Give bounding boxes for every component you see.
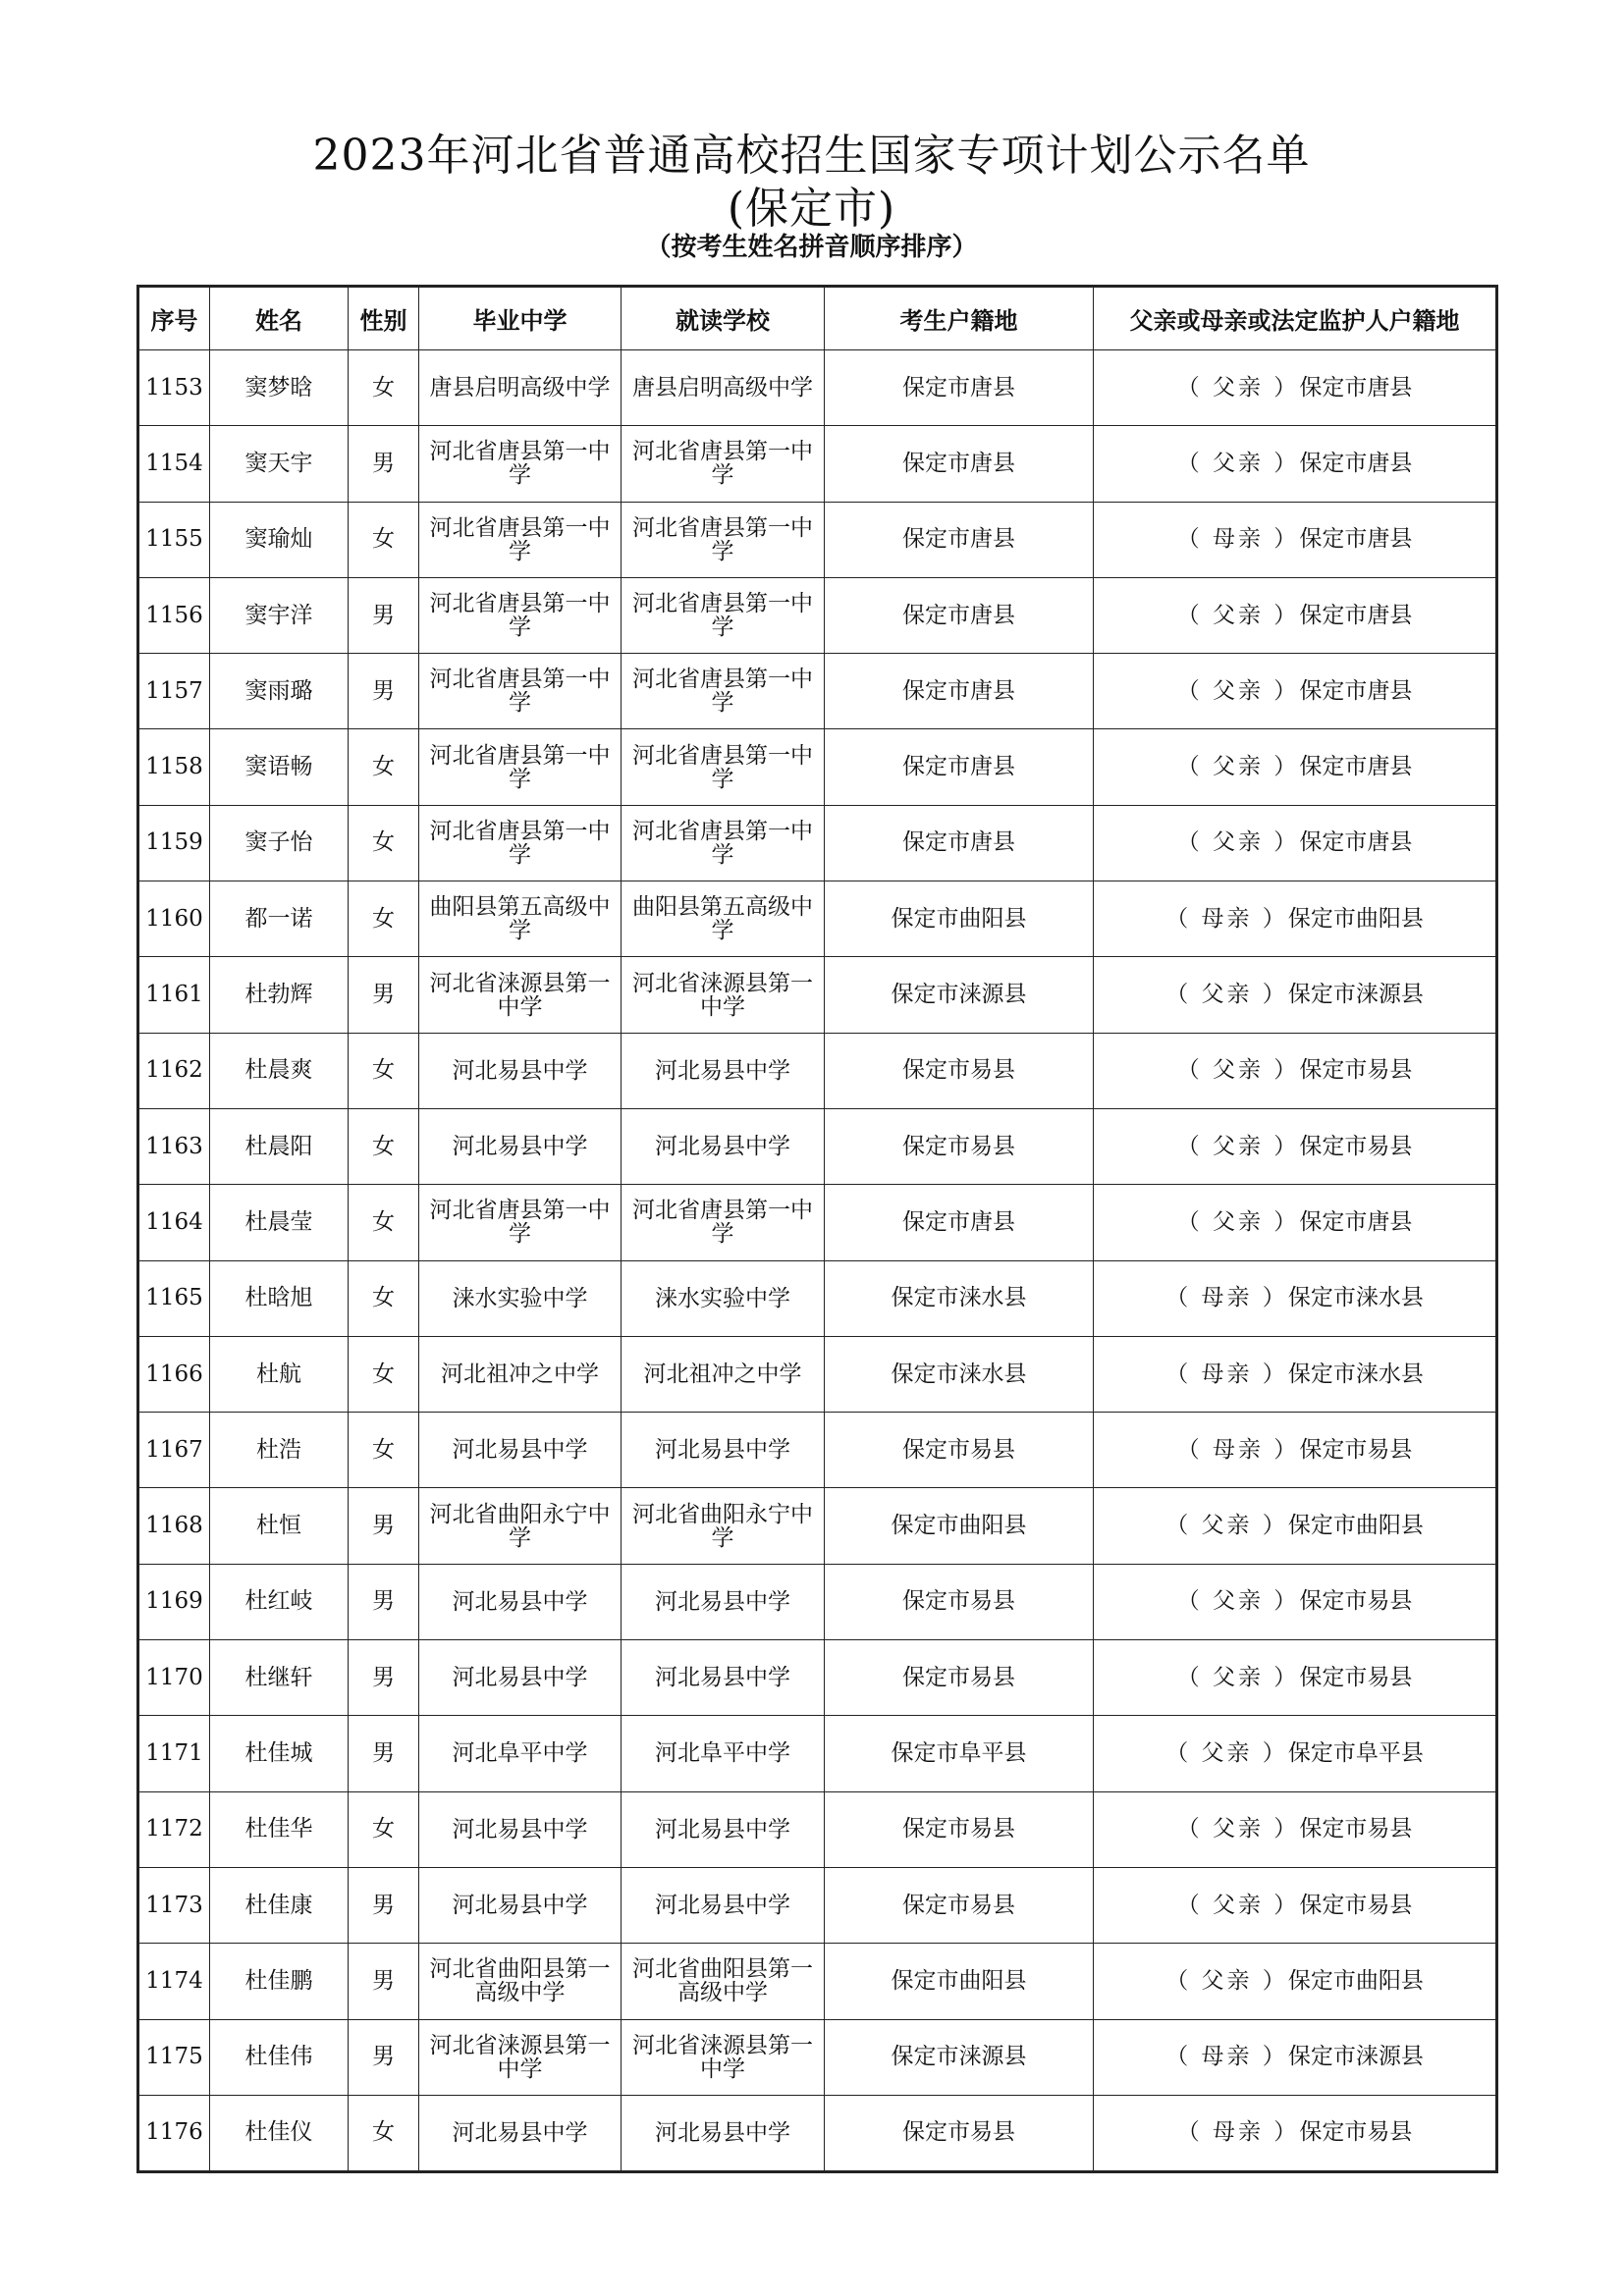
table-row [138, 1791, 1497, 1867]
guardian-relation: （ 父亲 ） [1165, 982, 1288, 1008]
guardian-relation: （ 母亲 ） [1176, 1436, 1300, 1463]
document-title [0, 130, 1623, 236]
cell-household-registration: 保定市唐县 [825, 654, 1094, 729]
cell-graduation-school: 河北省唐县第一中学 [419, 729, 622, 805]
cell-seq: 1168 [138, 1488, 210, 1564]
cell-gender: 男 [349, 957, 419, 1033]
guardian-home: 保定市易县 [1299, 1133, 1413, 1159]
cell-graduation-school: 河北易县中学 [419, 1791, 622, 1867]
guardian-home: 保定市涞水县 [1287, 1361, 1424, 1387]
cell-graduation-school: 河北省曲阳永宁中学 [419, 1488, 622, 1564]
cell-seq: 1160 [138, 881, 210, 957]
table-row [138, 957, 1497, 1033]
cell-seq: 1174 [138, 1944, 210, 2019]
cell-current-school: 河北阜平中学 [622, 1716, 825, 1791]
cell-current-school: 涞水实验中学 [622, 1260, 825, 1336]
cell-gender: 男 [349, 2019, 419, 2095]
guardian-relation: （ 父亲 ） [1176, 450, 1300, 476]
cell-seq: 1164 [138, 1185, 210, 1260]
cell-current-school: 河北省涞源县第一中学 [622, 2019, 825, 2095]
cell-household-registration: 保定市唐县 [825, 1185, 1094, 1260]
cell-guardian-registration [1094, 1336, 1497, 1412]
table-row [138, 805, 1497, 881]
guardian-relation: （ 父亲 ） [1176, 1892, 1300, 1918]
cell-graduation-school: 河北省唐县第一中学 [419, 1185, 622, 1260]
table-row [138, 1564, 1497, 1639]
guardian-home: 保定市易县 [1299, 1588, 1413, 1615]
cell-household-registration: 保定市涞水县 [825, 1336, 1094, 1412]
cell-current-school: 河北省曲阳县第一高级中学 [622, 1944, 825, 2019]
cell-graduation-school: 河北省唐县第一中学 [419, 502, 622, 577]
cell-household-registration: 保定市易县 [825, 1867, 1094, 1943]
guardian-home: 保定市唐县 [1299, 677, 1413, 704]
cell-seq: 1155 [138, 502, 210, 577]
cell-graduation-school: 河北阜平中学 [419, 1716, 622, 1791]
cell-guardian-registration [1094, 1488, 1497, 1564]
cell-seq: 1167 [138, 1413, 210, 1488]
cell-graduation-school: 河北省唐县第一中学 [419, 577, 622, 653]
header-household-registration: 考生户籍地 [825, 287, 1094, 350]
cell-household-registration: 保定市阜平县 [825, 1716, 1094, 1791]
guardian-relation: （ 母亲 ） [1176, 526, 1300, 553]
cell-household-registration: 保定市唐县 [825, 350, 1094, 426]
cell-graduation-school: 河北易县中学 [419, 2095, 622, 2171]
cell-guardian-registration [1094, 2019, 1497, 2095]
cell-name: 杜勃辉 [210, 957, 349, 1033]
cell-gender: 女 [349, 1260, 419, 1336]
cell-household-registration: 保定市易县 [825, 1640, 1094, 1716]
admission-list-table [136, 285, 1498, 2173]
cell-guardian-registration [1094, 1413, 1497, 1488]
guardian-home: 保定市易县 [1299, 1892, 1413, 1918]
cell-guardian-registration [1094, 729, 1497, 805]
cell-name: 窦瑜灿 [210, 502, 349, 577]
guardian-relation: （ 父亲 ） [1176, 677, 1300, 704]
cell-household-registration: 保定市涞源县 [825, 2019, 1094, 2095]
table-row [138, 1488, 1497, 1564]
cell-seq: 1169 [138, 1564, 210, 1639]
cell-guardian-registration [1094, 2095, 1497, 2171]
guardian-home: 保定市唐县 [1299, 754, 1413, 780]
cell-gender: 女 [349, 2095, 419, 2171]
cell-household-registration: 保定市曲阳县 [825, 881, 1094, 957]
cell-current-school: 河北省涞源县第一中学 [622, 957, 825, 1033]
table-header-row [138, 287, 1497, 350]
cell-seq: 1158 [138, 729, 210, 805]
cell-guardian-registration [1094, 577, 1497, 653]
cell-gender: 男 [349, 654, 419, 729]
cell-current-school: 河北易县中学 [622, 1564, 825, 1639]
cell-seq: 1157 [138, 654, 210, 729]
table-row [138, 1185, 1497, 1260]
guardian-home: 保定市唐县 [1299, 374, 1413, 400]
cell-gender: 女 [349, 350, 419, 426]
guardian-relation: （ 父亲 ） [1165, 1513, 1288, 1539]
cell-gender: 女 [349, 729, 419, 805]
cell-current-school: 河北省唐县第一中学 [622, 426, 825, 502]
cell-household-registration: 保定市易县 [825, 1033, 1094, 1108]
table-row [138, 1640, 1497, 1716]
cell-current-school: 河北易县中学 [622, 1791, 825, 1867]
cell-current-school: 河北易县中学 [622, 2095, 825, 2171]
guardian-home: 保定市涞水县 [1287, 1285, 1424, 1311]
cell-graduation-school: 河北省唐县第一中学 [419, 654, 622, 729]
guardian-relation: （ 母亲 ） [1165, 1361, 1288, 1387]
cell-name: 窦子怡 [210, 805, 349, 881]
guardian-home: 保定市曲阳县 [1287, 1967, 1424, 1994]
header-name: 姓名 [210, 287, 349, 350]
cell-gender: 男 [349, 426, 419, 502]
guardian-relation: （ 父亲 ） [1176, 1816, 1300, 1842]
cell-guardian-registration [1094, 502, 1497, 577]
title-main: 2023年河北省普通高校招生国家专项计划公示名单 [312, 131, 1311, 181]
guardian-home: 保定市易县 [1299, 2119, 1413, 2146]
cell-current-school: 河北省唐县第一中学 [622, 654, 825, 729]
guardian-relation: （ 母亲 ） [1165, 1285, 1288, 1311]
guardian-home: 保定市易县 [1299, 1057, 1413, 1084]
cell-name: 杜佳伟 [210, 2019, 349, 2095]
cell-guardian-registration [1094, 350, 1497, 426]
cell-gender: 男 [349, 1716, 419, 1791]
cell-seq: 1175 [138, 2019, 210, 2095]
guardian-relation: （ 父亲 ） [1165, 1967, 1288, 1994]
table-row [138, 502, 1497, 577]
cell-seq: 1159 [138, 805, 210, 881]
cell-guardian-registration [1094, 1716, 1497, 1791]
cell-graduation-school: 河北易县中学 [419, 1867, 622, 1943]
cell-household-registration: 保定市曲阳县 [825, 1488, 1094, 1564]
cell-current-school: 河北省唐县第一中学 [622, 502, 825, 577]
cell-graduation-school: 河北省涞源县第一中学 [419, 957, 622, 1033]
guardian-home: 保定市唐县 [1299, 450, 1413, 476]
guardian-home: 保定市唐县 [1299, 526, 1413, 553]
cell-household-registration: 保定市唐县 [825, 729, 1094, 805]
cell-name: 杜晨爽 [210, 1033, 349, 1108]
cell-current-school: 河北易县中学 [622, 1867, 825, 1943]
cell-graduation-school: 涞水实验中学 [419, 1260, 622, 1336]
cell-name: 杜晗旭 [210, 1260, 349, 1336]
cell-seq: 1172 [138, 1791, 210, 1867]
guardian-relation: （ 父亲 ） [1176, 754, 1300, 780]
guardian-relation: （ 母亲 ） [1176, 2119, 1300, 2146]
guardian-relation: （ 父亲 ） [1176, 1208, 1300, 1235]
cell-seq: 1156 [138, 577, 210, 653]
cell-guardian-registration [1094, 1867, 1497, 1943]
cell-current-school: 河北易县中学 [622, 1640, 825, 1716]
cell-gender: 女 [349, 1108, 419, 1184]
header-seq: 序号 [138, 287, 210, 350]
cell-name: 杜佳鹏 [210, 1944, 349, 2019]
guardian-relation: （ 父亲 ） [1176, 1664, 1300, 1690]
cell-household-registration: 保定市易县 [825, 1413, 1094, 1488]
cell-seq: 1153 [138, 350, 210, 426]
cell-current-school: 河北省唐县第一中学 [622, 805, 825, 881]
cell-seq: 1176 [138, 2095, 210, 2171]
table-row [138, 2019, 1497, 2095]
cell-gender: 女 [349, 1413, 419, 1488]
cell-graduation-school: 河北易县中学 [419, 1033, 622, 1108]
cell-gender: 女 [349, 1791, 419, 1867]
cell-name: 杜晨阳 [210, 1108, 349, 1184]
table-row [138, 1033, 1497, 1108]
cell-guardian-registration [1094, 1185, 1497, 1260]
cell-seq: 1166 [138, 1336, 210, 1412]
cell-guardian-registration [1094, 1108, 1497, 1184]
cell-gender: 女 [349, 881, 419, 957]
guardian-relation: （ 父亲 ） [1176, 1588, 1300, 1615]
cell-household-registration: 保定市涞水县 [825, 1260, 1094, 1336]
cell-graduation-school: 河北易县中学 [419, 1564, 622, 1639]
cell-name: 杜佳康 [210, 1867, 349, 1943]
cell-guardian-registration [1094, 1640, 1497, 1716]
cell-seq: 1170 [138, 1640, 210, 1716]
cell-guardian-registration [1094, 1944, 1497, 2019]
guardian-home: 保定市涞源县 [1287, 982, 1424, 1008]
table-row [138, 1867, 1497, 1943]
cell-name: 窦天宇 [210, 426, 349, 502]
guardian-relation: （ 父亲 ） [1176, 829, 1300, 856]
cell-name: 杜佳城 [210, 1716, 349, 1791]
header-current-school: 就读学校 [622, 287, 825, 350]
cell-guardian-registration [1094, 1564, 1497, 1639]
table-row [138, 729, 1497, 805]
cell-guardian-registration [1094, 1033, 1497, 1108]
guardian-home: 保定市阜平县 [1287, 1739, 1424, 1766]
cell-name: 杜浩 [210, 1413, 349, 1488]
cell-gender: 男 [349, 1640, 419, 1716]
cell-name: 窦宇洋 [210, 577, 349, 653]
cell-household-registration: 保定市涞源县 [825, 957, 1094, 1033]
cell-household-registration: 保定市唐县 [825, 502, 1094, 577]
table-row [138, 1716, 1497, 1791]
title-city: (保定市) [727, 184, 896, 234]
cell-name: 窦雨璐 [210, 654, 349, 729]
cell-guardian-registration [1094, 957, 1497, 1033]
cell-current-school: 河北省曲阳永宁中学 [622, 1488, 825, 1564]
cell-guardian-registration [1094, 1260, 1497, 1336]
cell-name: 杜继轩 [210, 1640, 349, 1716]
cell-graduation-school: 河北省曲阳县第一高级中学 [419, 1944, 622, 2019]
table-row [138, 426, 1497, 502]
cell-name: 窦语畅 [210, 729, 349, 805]
cell-gender: 男 [349, 577, 419, 653]
guardian-home: 保定市易县 [1299, 1816, 1413, 1842]
cell-current-school: 河北易县中学 [622, 1413, 825, 1488]
cell-current-school: 河北易县中学 [622, 1033, 825, 1108]
cell-graduation-school: 曲阳县第五高级中学 [419, 881, 622, 957]
guardian-home: 保定市曲阳县 [1287, 905, 1424, 932]
guardian-relation: （ 母亲 ） [1165, 905, 1288, 932]
guardian-home: 保定市易县 [1299, 1664, 1413, 1690]
cell-household-registration: 保定市曲阳县 [825, 1944, 1094, 2019]
cell-seq: 1161 [138, 957, 210, 1033]
cell-gender: 男 [349, 1944, 419, 2019]
cell-graduation-school: 河北易县中学 [419, 1108, 622, 1184]
cell-graduation-school: 河北省唐县第一中学 [419, 426, 622, 502]
guardian-relation: （ 父亲 ） [1176, 374, 1300, 400]
guardian-home: 保定市涞源县 [1287, 2044, 1424, 2070]
table-row [138, 1944, 1497, 2019]
cell-graduation-school: 河北省涞源县第一中学 [419, 2019, 622, 2095]
cell-graduation-school: 河北易县中学 [419, 1413, 622, 1488]
sort-note: （按考生姓名拼音顺序排序） [645, 233, 978, 262]
cell-seq: 1171 [138, 1716, 210, 1791]
cell-guardian-registration [1094, 426, 1497, 502]
cell-name: 杜佳仪 [210, 2095, 349, 2171]
cell-graduation-school: 河北祖冲之中学 [419, 1336, 622, 1412]
guardian-home: 保定市唐县 [1299, 1208, 1413, 1235]
cell-seq: 1162 [138, 1033, 210, 1108]
table-row [138, 1336, 1497, 1412]
table-row [138, 654, 1497, 729]
header-guardian-registration: 父亲或母亲或法定监护人户籍地 [1094, 287, 1497, 350]
cell-name: 杜晨莹 [210, 1185, 349, 1260]
cell-guardian-registration [1094, 1791, 1497, 1867]
guardian-home: 保定市易县 [1299, 1436, 1413, 1463]
guardian-relation: （ 父亲 ） [1176, 602, 1300, 628]
cell-graduation-school: 河北省唐县第一中学 [419, 805, 622, 881]
guardian-relation: （ 父亲 ） [1165, 1739, 1288, 1766]
cell-name: 窦梦晗 [210, 350, 349, 426]
cell-name: 杜恒 [210, 1488, 349, 1564]
cell-gender: 男 [349, 1564, 419, 1639]
cell-name: 杜航 [210, 1336, 349, 1412]
cell-current-school: 唐县启明高级中学 [622, 350, 825, 426]
cell-household-registration: 保定市唐县 [825, 426, 1094, 502]
cell-guardian-registration [1094, 654, 1497, 729]
table-row [138, 1413, 1497, 1488]
guardian-relation: （ 父亲 ） [1176, 1057, 1300, 1084]
cell-name: 都一诺 [210, 881, 349, 957]
cell-household-registration: 保定市易县 [825, 1108, 1094, 1184]
cell-gender: 男 [349, 1488, 419, 1564]
cell-current-school: 曲阳县第五高级中学 [622, 881, 825, 957]
cell-gender: 女 [349, 1336, 419, 1412]
cell-household-registration: 保定市唐县 [825, 577, 1094, 653]
header-gender: 性别 [349, 287, 419, 350]
cell-gender: 男 [349, 1867, 419, 1943]
cell-household-registration: 保定市易县 [825, 1564, 1094, 1639]
cell-household-registration: 保定市唐县 [825, 805, 1094, 881]
guardian-home: 保定市唐县 [1299, 829, 1413, 856]
cell-household-registration: 保定市易县 [825, 2095, 1094, 2171]
cell-seq: 1173 [138, 1867, 210, 1943]
cell-seq: 1165 [138, 1260, 210, 1336]
cell-household-registration: 保定市易县 [825, 1791, 1094, 1867]
table-row [138, 577, 1497, 653]
cell-guardian-registration [1094, 805, 1497, 881]
cell-name: 杜红岐 [210, 1564, 349, 1639]
cell-gender: 女 [349, 502, 419, 577]
table-row [138, 350, 1497, 426]
table-row [138, 1108, 1497, 1184]
guardian-relation: （ 父亲 ） [1176, 1133, 1300, 1159]
cell-current-school: 河北省唐县第一中学 [622, 1185, 825, 1260]
cell-graduation-school: 河北易县中学 [419, 1640, 622, 1716]
table-row [138, 881, 1497, 957]
table-row [138, 1260, 1497, 1336]
cell-gender: 女 [349, 1185, 419, 1260]
cell-current-school: 河北易县中学 [622, 1108, 825, 1184]
guardian-relation: （ 母亲 ） [1165, 2044, 1288, 2070]
cell-current-school: 河北省唐县第一中学 [622, 577, 825, 653]
cell-seq: 1154 [138, 426, 210, 502]
cell-gender: 女 [349, 1033, 419, 1108]
cell-graduation-school: 唐县启明高级中学 [419, 350, 622, 426]
cell-name: 杜佳华 [210, 1791, 349, 1867]
header-graduation-school: 毕业中学 [419, 287, 622, 350]
cell-current-school: 河北祖冲之中学 [622, 1336, 825, 1412]
table-row [138, 2095, 1497, 2171]
guardian-home: 保定市唐县 [1299, 602, 1413, 628]
cell-current-school: 河北省唐县第一中学 [622, 729, 825, 805]
cell-seq: 1163 [138, 1108, 210, 1184]
cell-gender: 女 [349, 805, 419, 881]
cell-guardian-registration [1094, 881, 1497, 957]
guardian-home: 保定市曲阳县 [1287, 1513, 1424, 1539]
